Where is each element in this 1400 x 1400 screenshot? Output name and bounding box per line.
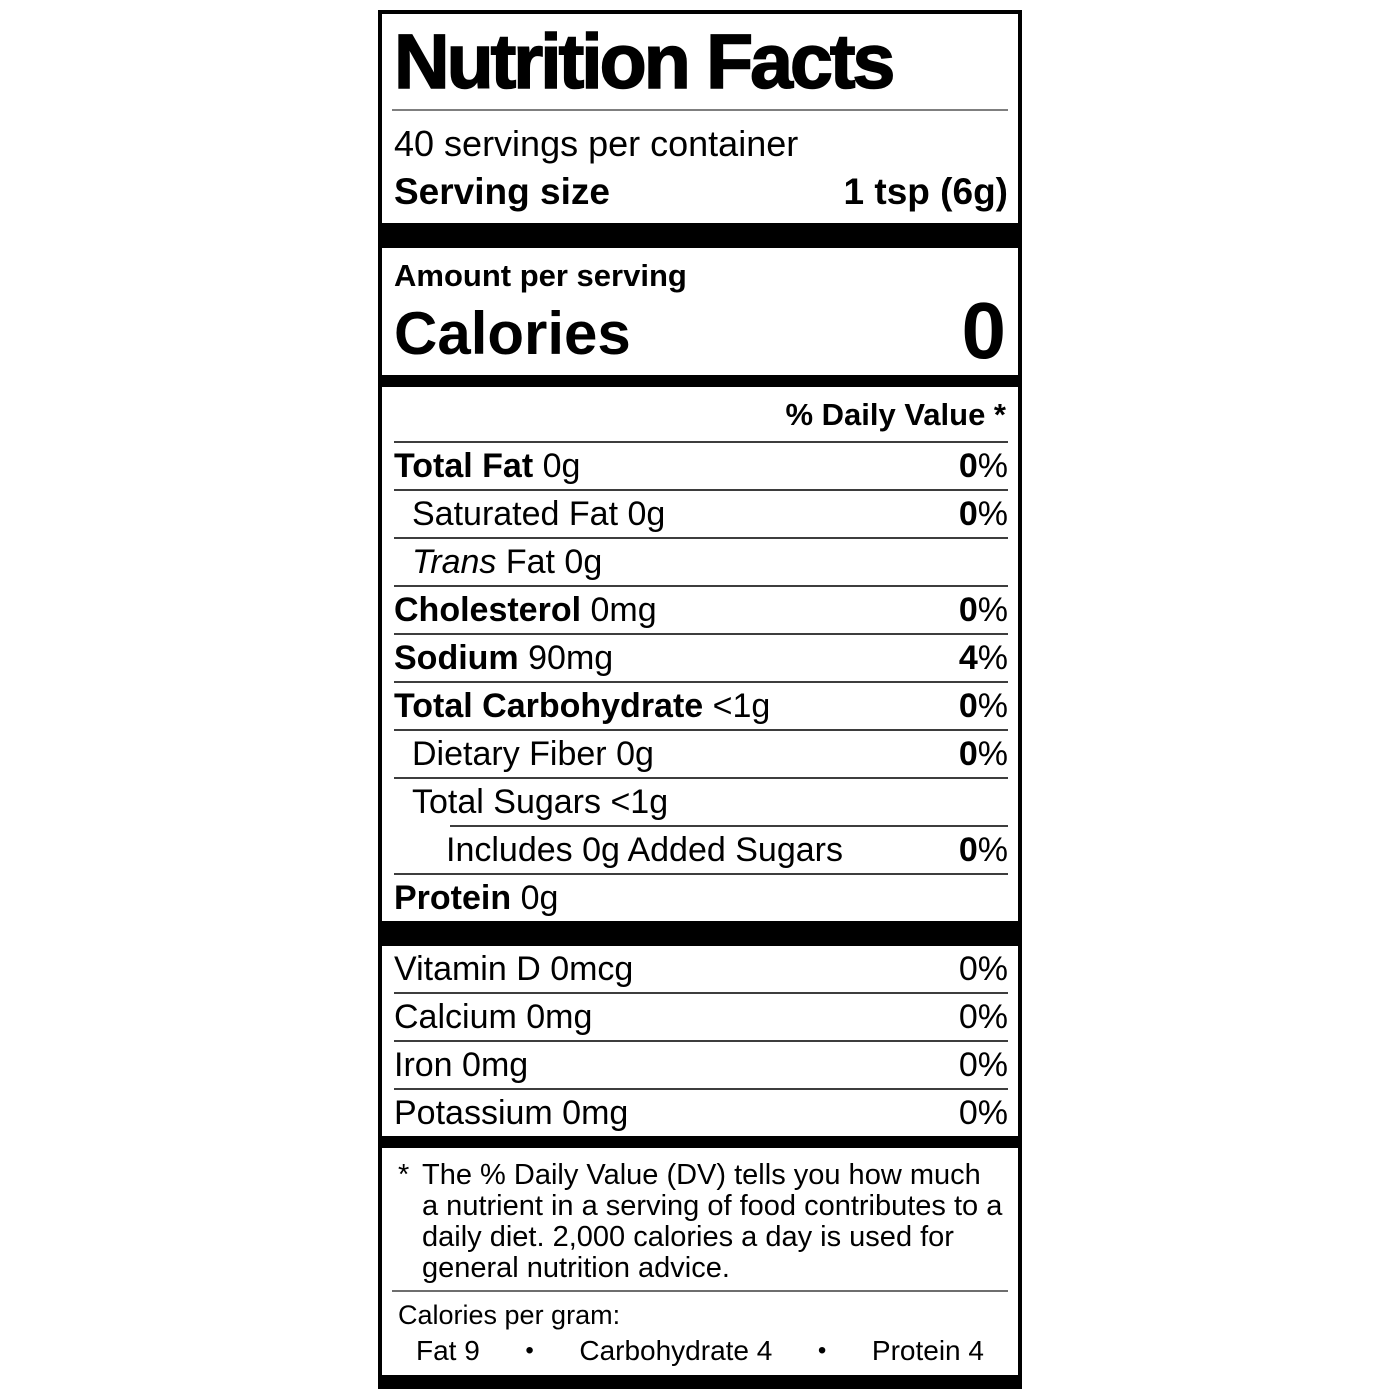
nutrient-name: Protein [394, 878, 512, 917]
daily-value-number: 0 [958, 590, 978, 629]
daily-value-cell [959, 735, 1008, 774]
percent-sign: % [977, 638, 1008, 677]
nutrient-row-total-fat [382, 443, 1018, 489]
vitamin-row-calcium-0mg [382, 994, 1018, 1040]
daily-value-number: 0 [958, 446, 978, 485]
vitamin-row-iron-0mg [382, 1042, 1018, 1088]
daily-value-number: 0 [958, 686, 978, 725]
percent-sign: % [977, 830, 1008, 869]
daily-value-number: 0 [958, 830, 978, 869]
calories-per-gram-items [382, 1331, 1018, 1375]
daily-value-cell [959, 447, 1008, 486]
daily-value-cell [959, 495, 1008, 534]
nutrient-amount: 0g [542, 446, 581, 485]
label-title: Nutrition Facts [394, 19, 893, 105]
nutrient-row-saturated-fat [382, 491, 1018, 537]
nutrient-row-total-sugars [382, 779, 1018, 825]
nutrition-facts-label [378, 10, 1022, 1389]
nutrient-name-and-amount [394, 591, 657, 630]
daily-value-number: 0 [958, 1093, 978, 1132]
nutrient-name-and-amount [394, 687, 770, 726]
vitamin-name-and-amount: Vitamin D 0mcg [394, 949, 634, 988]
daily-value-cell [959, 1094, 1008, 1133]
serving-size-row [382, 165, 1018, 223]
nutrient-amount: 0g [616, 734, 654, 773]
daily-value-cell [959, 591, 1008, 630]
nutrient-row-sodium [382, 635, 1018, 681]
nutrient-row-dietary-fiber [382, 731, 1018, 777]
daily-value-number: 0 [958, 949, 978, 988]
daily-value-cell [959, 687, 1008, 726]
daily-value-header: % Daily Value * [785, 397, 1006, 433]
nutrient-amount: <1g [610, 782, 669, 821]
amount-per-serving-label: Amount per serving [394, 257, 687, 293]
calories-per-gram-label: Calories per gram: [398, 1300, 621, 1331]
nutrient-row-trans [382, 539, 1018, 585]
calories-value: 0 [961, 285, 1006, 375]
percent-sign: % [977, 446, 1008, 485]
daily-value-cell [959, 950, 1008, 989]
percent-sign: % [977, 1045, 1008, 1084]
serving-size-label: Serving size [394, 170, 610, 212]
nutrient-amount: Fat 0g [505, 542, 603, 581]
thick-divider-bar-top [382, 223, 1018, 248]
nutrient-row-cholesterol [382, 587, 1018, 633]
daily-value-cell [959, 1046, 1008, 1085]
percent-sign: % [977, 494, 1008, 533]
bullet-separator: • [525, 1337, 534, 1365]
vitamin-name-and-amount: Potassium 0mg [394, 1093, 629, 1132]
calories-row [382, 285, 1018, 376]
nutrient-name: Total Sugars [412, 782, 601, 821]
nutrient-name: Saturated Fat [412, 494, 619, 533]
daily-value-number: 0 [958, 734, 978, 773]
percent-sign: % [977, 1093, 1008, 1132]
nutrient-amount: 0g [627, 494, 666, 533]
nutrient-amount: 90mg [528, 638, 614, 677]
nutrient-name-and-amount [412, 735, 654, 774]
vitamin-name-and-amount: Calcium 0mg [394, 997, 593, 1036]
cpg-item-carbohydrate-4: Carbohydrate 4 [579, 1335, 773, 1367]
nutrient-row-protein [382, 875, 1018, 921]
nutrient-amount: 0mg [590, 590, 657, 629]
daily-value-number: 0 [958, 997, 978, 1036]
calories-label: Calories [394, 300, 631, 368]
nutrient-name-and-amount [412, 543, 602, 582]
nutrient-name-and-amount [394, 447, 580, 486]
nutrient-row-includes-0g-added-sugars [382, 827, 1018, 873]
cpg-item-protein-4: Protein 4 [871, 1335, 984, 1367]
nutrient-amount: <1g [712, 686, 771, 725]
footnote-asterisk: * [398, 1159, 410, 1192]
nutrient-name: Dietary Fiber [412, 734, 607, 773]
nutrient-name-and-amount [412, 783, 668, 822]
cpg-item-fat-9: Fat 9 [416, 1335, 480, 1367]
vitamin-row-potassium-0mg [382, 1090, 1018, 1136]
footnote-text: The % Daily Value (DV) tells you how much a nutrient in a serving of food contributes to a daily diet. 2,000 calories a day is used for general nutrition advice. [422, 1159, 1003, 1285]
nutrient-name: Includes 0g Added Sugars [446, 830, 843, 869]
daily-value-number: 0 [958, 1045, 978, 1084]
vitamin-row-vitamin-d-0mcg [382, 946, 1018, 992]
medium-divider-bar-vitamins [382, 1136, 1018, 1148]
nutrient-name: Sodium [394, 638, 519, 677]
nutrient-name: Total Fat [394, 446, 534, 485]
percent-sign: % [977, 686, 1008, 725]
daily-value-cell [959, 639, 1008, 678]
medium-divider-bar-calories [382, 375, 1018, 387]
daily-value-cell [959, 998, 1008, 1037]
percent-sign: % [977, 949, 1008, 988]
nutrient-name-and-amount [394, 639, 613, 678]
nutrient-name: Total Carbohydrate [394, 686, 704, 725]
daily-value-number: 4 [958, 638, 978, 677]
nutrient-name: Cholesterol [394, 590, 582, 629]
nutrient-row-total-carbohydrate [382, 683, 1018, 729]
percent-sign: % [977, 997, 1008, 1036]
percent-sign: % [977, 734, 1008, 773]
title-divider [392, 109, 1008, 111]
vitamin-rows-section [382, 946, 1018, 1136]
nutrient-name: Trans [412, 542, 497, 581]
percent-sign: % [977, 590, 1008, 629]
serving-size-value: 1 tsp (6g) [843, 170, 1008, 212]
vitamin-name-and-amount: Iron 0mg [394, 1045, 529, 1084]
nutrient-name-and-amount [412, 495, 665, 534]
daily-value-footnote [382, 1148, 1018, 1290]
nutrient-rows-section [382, 443, 1018, 921]
bullet-separator: • [817, 1337, 827, 1365]
thick-divider-bar-protein [382, 921, 1018, 946]
nutrient-name-and-amount [446, 831, 843, 870]
nutrient-name-and-amount [394, 879, 558, 918]
servings-per-container: 40 servings per container [394, 122, 799, 164]
daily-value-number: 0 [958, 494, 978, 533]
nutrient-amount: 0g [520, 878, 559, 917]
daily-value-cell [959, 831, 1008, 870]
